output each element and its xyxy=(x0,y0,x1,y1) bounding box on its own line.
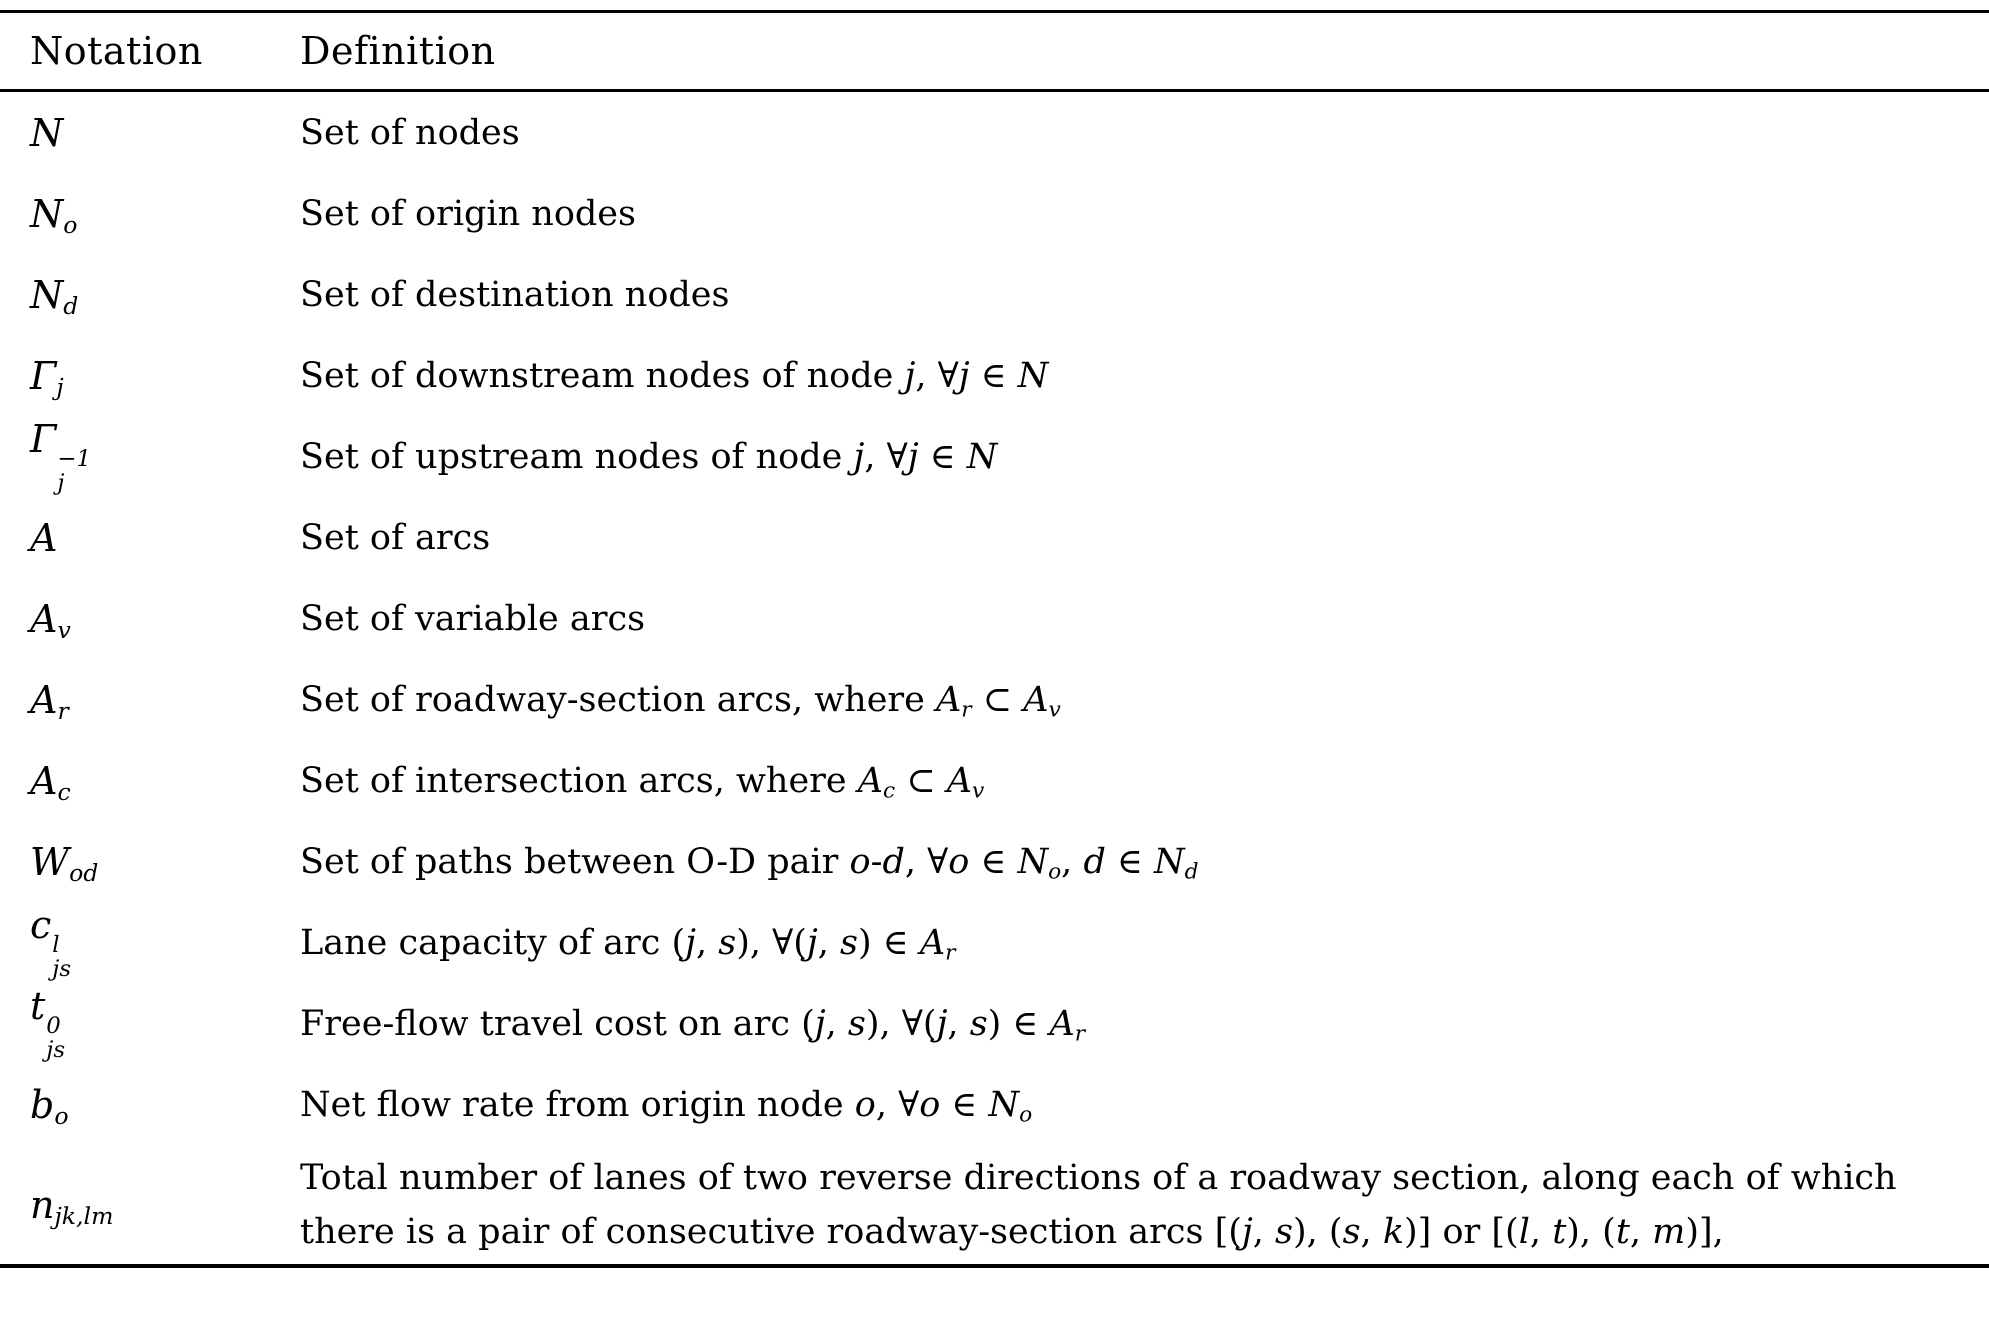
table-row xyxy=(0,902,1989,983)
definition-line: Lane capacity of arc (j, s), ∀(j, s) ∈ $A_r$ xyxy=(300,922,956,965)
definition-cell xyxy=(300,754,1989,808)
table-body xyxy=(0,92,1989,1264)
definition-cell xyxy=(300,916,1989,970)
table-row xyxy=(0,821,1989,902)
definition-line: Total number of lanes of two reverse directions of a roadway section, along each of which xyxy=(300,1157,1897,1198)
definition-line: Net flow rate from origin node o, ∀o ∈ $N_o$ xyxy=(300,1084,1033,1127)
table-row xyxy=(0,92,1989,173)
definition-cell xyxy=(300,592,1989,646)
definition-cell xyxy=(300,106,1989,160)
definition-cell xyxy=(300,511,1989,565)
definition-cell xyxy=(300,187,1989,241)
notation-cell: $A_c$ xyxy=(30,758,71,806)
definition-line: Set of variable arcs xyxy=(300,598,646,639)
table-row xyxy=(0,254,1989,335)
notation-cell: N xyxy=(30,110,64,155)
table-row xyxy=(0,173,1989,254)
table-row xyxy=(0,1145,1989,1264)
table-row xyxy=(0,335,1989,416)
notation-cell: t 0 js xyxy=(30,984,66,1064)
column-header-definition: Definition xyxy=(300,29,496,73)
notation-cell: c l js xyxy=(30,903,72,983)
notation-cell: $b_o$ xyxy=(30,1082,69,1130)
definition-cell xyxy=(300,268,1989,322)
notation-cell: $\Gamma_j$ xyxy=(30,353,64,401)
table-row xyxy=(0,416,1989,497)
notation-cell: $A_v$ xyxy=(30,596,71,644)
definition-line: Set of destination nodes xyxy=(300,274,730,315)
definition-cell xyxy=(300,673,1989,727)
definition-line: Free-flow travel cost on arc (j, s), ∀(j, s) ∈ $A_r$ xyxy=(300,1003,1086,1046)
definition-line: Set of origin nodes xyxy=(300,193,636,234)
notation-cell: $n_{jk,lm}$ xyxy=(30,1182,114,1230)
notation-cell: $N_o$ xyxy=(30,191,78,239)
definition-line: Set of nodes xyxy=(300,112,520,153)
stacked-script: 0 js xyxy=(46,1013,66,1064)
definition-line: Set of intersection arcs, where $A_c$ ⊂ $A_v$ xyxy=(300,760,985,803)
stacked-script: l js xyxy=(52,932,72,983)
column-header-notation: Notation xyxy=(30,29,203,73)
stacked-script: −1 j xyxy=(57,446,91,497)
table-row xyxy=(0,578,1989,659)
table-row xyxy=(0,983,1989,1064)
table-row xyxy=(0,497,1989,578)
definition-cell xyxy=(300,1151,1989,1259)
notation-cell: $A_r$ xyxy=(30,677,69,725)
table-row xyxy=(0,659,1989,740)
table-header-row xyxy=(0,13,1989,89)
table-row xyxy=(0,1064,1989,1145)
definition-line: Set of roadway-section arcs, where $A_r$ ⊂ $A_v$ xyxy=(300,679,1061,722)
definition-line: there is a pair of consecutive roadway-section arcs [(j, s), (s, k)] or [(l, t), (t, m)], xyxy=(300,1211,1724,1252)
notation-cell: A xyxy=(30,515,58,560)
definition-line: Set of downstream nodes of node j, ∀j ∈ N xyxy=(300,355,1049,396)
notation-cell: $N_d$ xyxy=(30,272,79,320)
definition-line: Set of arcs xyxy=(300,517,491,558)
definition-cell xyxy=(300,349,1989,403)
definition-cell xyxy=(300,835,1989,889)
definition-cell xyxy=(300,997,1989,1051)
notation-cell: Γ −1 j xyxy=(30,417,91,497)
definition-cell xyxy=(300,430,1989,484)
notation-cell: $W_{od}$ xyxy=(30,839,99,887)
definition-cell xyxy=(300,1078,1989,1132)
definition-line: Set of upstream nodes of node j, ∀j ∈ N xyxy=(300,436,998,477)
table-row xyxy=(0,740,1989,821)
table-rule-bottom xyxy=(0,1264,1989,1268)
definition-line: Set of paths between O-D pair o-d, ∀o ∈ $N_o$, d ∈ $N_d$ xyxy=(300,841,1199,884)
